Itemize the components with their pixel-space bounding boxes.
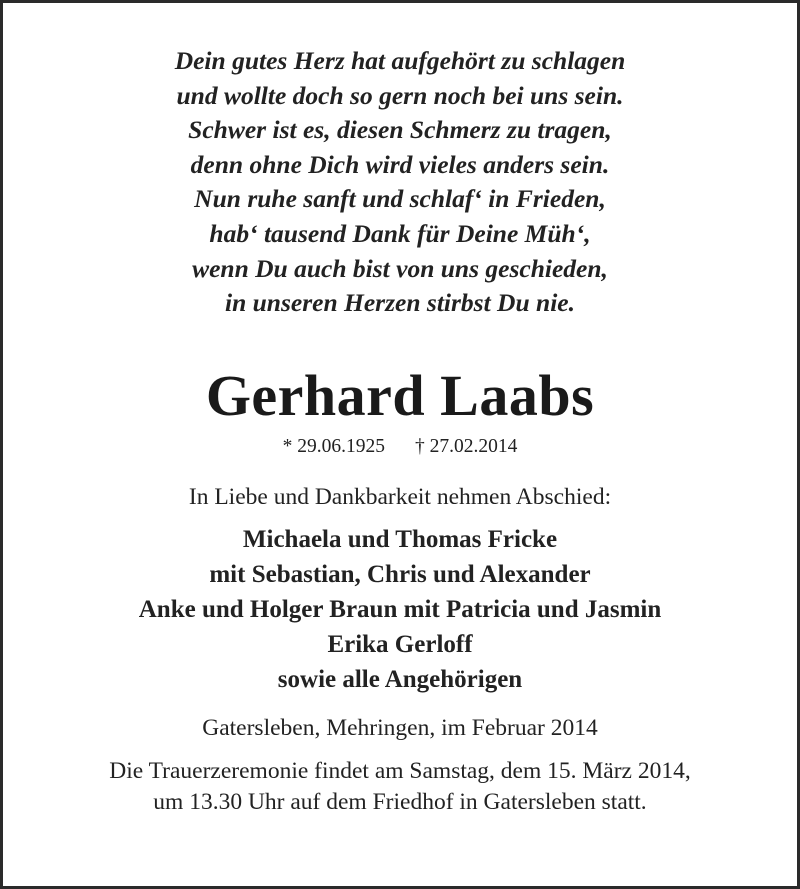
mourner-entry: mit Sebastian, Chris und Alexander [209, 560, 591, 588]
poem-line: Schwer ist es, diesen Schmerz zu tragen, [188, 115, 612, 145]
ceremony-info [3, 756, 797, 818]
ceremony-line: um 13.30 Uhr auf dem Friedhof in Gatersleben statt. [153, 788, 647, 815]
mourner-entry: Anke und Holger Braun mit Patricia und Jasmin [138, 595, 662, 623]
mourner-entry: Erika Gerloff [327, 630, 473, 658]
memorial-poem [3, 3, 797, 321]
mourner-entry: sowie alle Angehörigen [277, 665, 523, 693]
life-dates [3, 433, 797, 461]
poem-line: Dein gutes Herz hat aufgehört zu schlagen [174, 46, 626, 75]
mourners-list [3, 522, 797, 697]
obituary-notice [3, 3, 797, 886]
poem-line: Nun ruhe sanft und schlaf‘ in Frieden, [194, 184, 606, 214]
place-and-date: Gatersleben, Mehringen, im Februar 2014 [202, 714, 598, 741]
poem-line: und wollte doch so gern noch bei uns sein. [176, 80, 624, 110]
poem-line: denn ohne Dich wird vieles anders sein. [190, 149, 610, 179]
poem-line: in unseren Herzen stirbst Du nie. [224, 288, 575, 318]
death-date: † 27.02.2014 [415, 435, 518, 457]
deceased-name: Gerhard Laabs [205, 362, 595, 428]
poem-line: wenn Du auch bist von uns geschieden, [192, 253, 608, 283]
ceremony-line: Die Trauerzeremonie findet am Samstag, dem 15. März 2014, [109, 757, 691, 784]
poem-line: hab‘ tausend Dank für Deine Müh‘, [209, 218, 591, 248]
farewell-intro: In Liebe und Dankbarkeit nehmen Abschied: [188, 483, 612, 510]
mourner-entry: Michaela und Thomas Fricke [242, 525, 558, 553]
birth-date: * 29.06.1925 [282, 435, 385, 457]
